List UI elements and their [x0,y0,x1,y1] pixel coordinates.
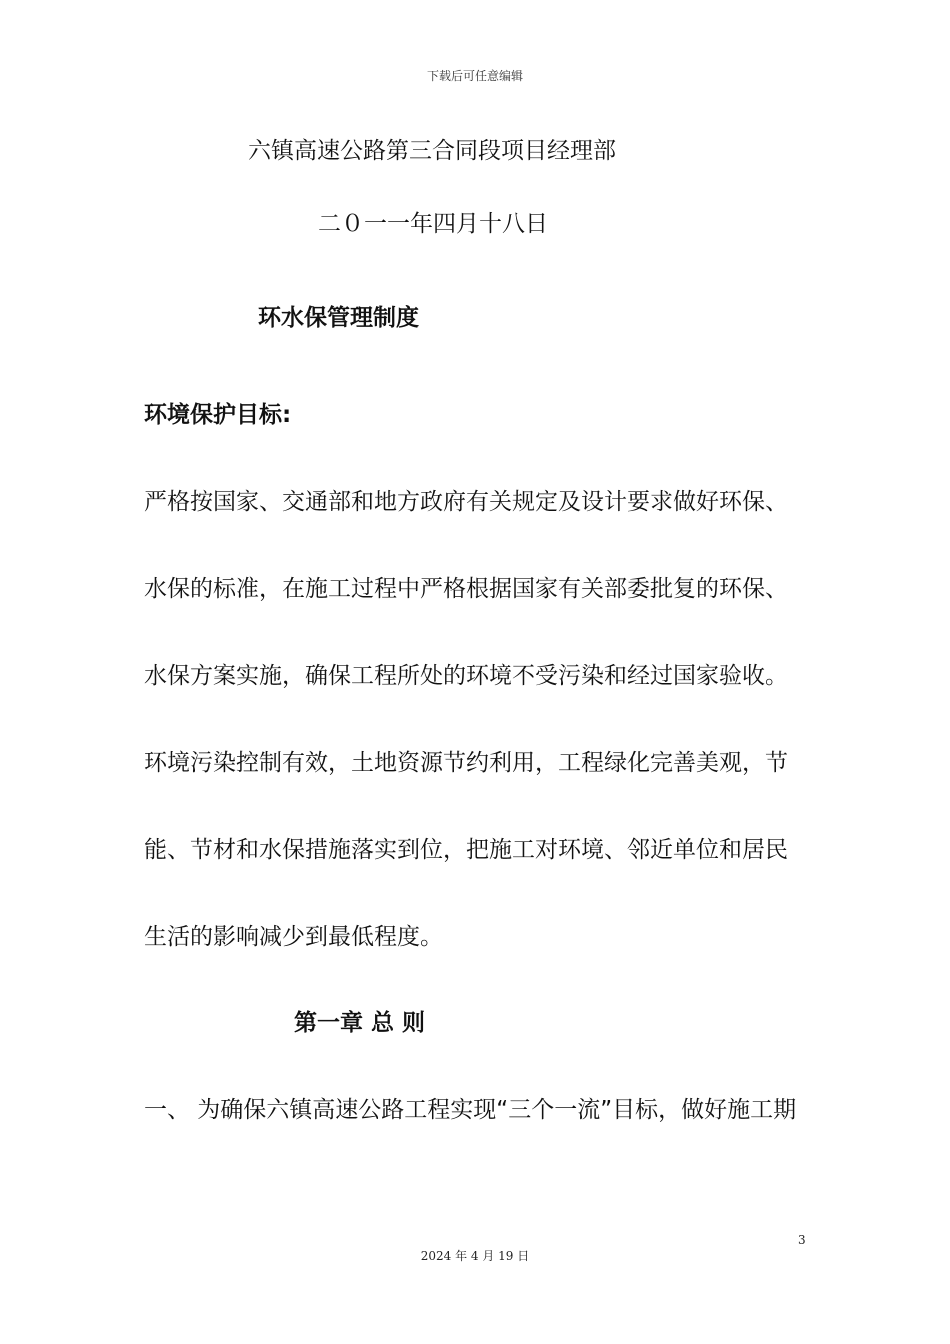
page-number: 3 [798,1233,806,1247]
document-date: 二０一一年四月十八日 [318,211,548,237]
paragraph-line: 生活的影响减少到最低程度。 [144,924,443,950]
footer-date: 2024 年 4 月 19 日 [420,1249,530,1263]
paragraph-line: 严格按国家、交通部和地方政府有关规定及设计要求做好环保、 [144,489,788,515]
paragraph-line: 环境污染控制有效，土地资源节约利用，工程绿化完善美观，节 [144,750,788,776]
document-title: 环水保管理制度 [258,305,419,331]
section-heading: 环境保护目标: [144,402,292,428]
chapter-title: 第一章 总 则 [294,1010,426,1036]
paragraph-line: 水保的标准，在施工过程中严格根据国家有关部委批复的环保、 [144,576,788,602]
header-note: 下载后可任意编辑 [426,69,523,83]
list-item: 一、 为确保六镇高速公路工程实现“三个一流”目标，做好施工期 [144,1097,797,1123]
organization-name: 六镇高速公路第三合同段项目经理部 [248,138,616,164]
paragraph-line: 能、节材和水保措施落实到位，把施工对环境、邻近单位和居民 [144,837,788,863]
paragraph-line: 水保方案实施，确保工程所处的环境不受污染和经过国家验收。 [144,663,788,689]
